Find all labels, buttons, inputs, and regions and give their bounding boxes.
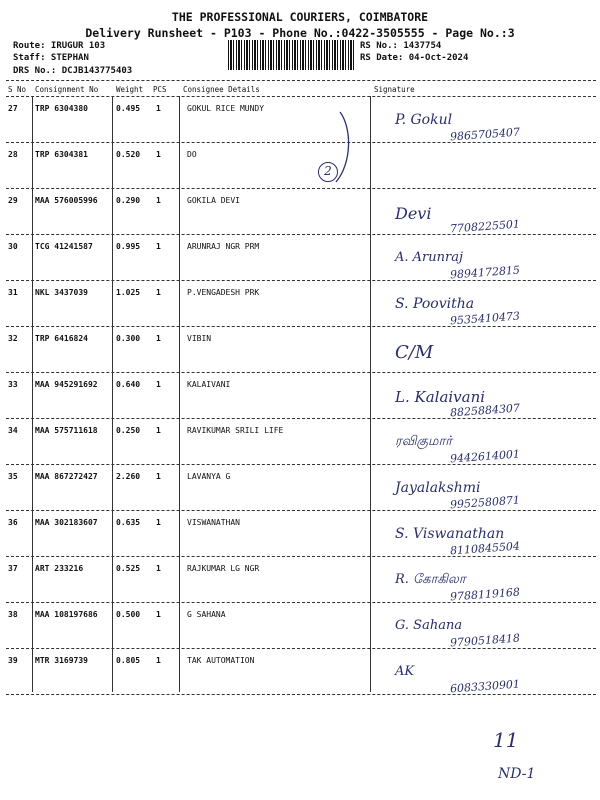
cell-consignee: RAJKUMAR LG NGR (187, 564, 260, 573)
cell-weight: 0.805 (116, 656, 141, 665)
row-separator (6, 510, 596, 511)
cell-pcs: 1 (156, 564, 161, 573)
row-separator (6, 556, 596, 557)
signature-phone: 9865705407 (449, 125, 521, 144)
row-separator (6, 602, 596, 603)
cell-weight: 0.635 (116, 518, 141, 527)
cell-pcs: 1 (156, 656, 161, 665)
cell-sno: 36 (8, 518, 18, 527)
route-label: Route: IRUGUR 103 (13, 41, 106, 51)
col-weight: Weight (116, 85, 144, 94)
cell-sno: 34 (8, 426, 18, 435)
cell-weight: 1.025 (116, 288, 141, 297)
cell-consignee: LAVANYA G (187, 472, 231, 481)
cell-weight: 0.495 (116, 104, 141, 113)
cell-weight: 0.640 (116, 380, 141, 389)
header-top-rule (6, 80, 596, 81)
signature-phone: 8110845504 (449, 539, 521, 558)
signature-handwriting: P. Gokul (395, 112, 453, 128)
cell-sno: 35 (8, 472, 18, 481)
row-separator (6, 418, 596, 419)
rs-date: RS Date: 04-Oct-2024 (360, 53, 469, 63)
cell-consignee: G SAHANA (187, 610, 226, 619)
signature-phone: 8825884307 (449, 401, 521, 420)
cell-weight: 0.525 (116, 564, 141, 573)
signature-phone: 9535410473 (449, 309, 521, 328)
signature-phone: 9788119168 (449, 585, 521, 604)
cell-cons: MAA 576005996 (35, 196, 98, 205)
cell-cons: MAA 945291692 (35, 380, 98, 389)
row-separator (6, 372, 596, 373)
signature-handwriting: ரவிகுமார் (395, 434, 453, 449)
row-separator (6, 234, 596, 235)
row-separator (6, 142, 596, 143)
col-signature: Signature (374, 85, 415, 94)
cell-cons: MAA 867272427 (35, 472, 98, 481)
cell-pcs: 1 (156, 380, 161, 389)
signature-handwriting: S. Viswanathan (395, 526, 505, 542)
cell-cons: NKL 3437039 (35, 288, 88, 297)
col-consignee: Consignee Details (183, 85, 260, 94)
handwritten-note: ND-1 (498, 766, 536, 782)
row-separator (6, 648, 596, 649)
cell-weight: 0.995 (116, 242, 141, 251)
cell-pcs: 1 (156, 426, 161, 435)
cell-sno: 39 (8, 656, 18, 665)
cell-weight: 0.290 (116, 196, 141, 205)
tally-mark: 11 (493, 728, 519, 752)
cell-pcs: 1 (156, 196, 161, 205)
cell-cons: TCG 41241587 (35, 242, 93, 251)
cell-weight: 0.500 (116, 610, 141, 619)
cell-consignee: GOKILA DEVI (187, 196, 240, 205)
runsheet-subtitle: Delivery Runsheet - P103 - Phone No.:0422-3505555 - Page No.:3 (85, 26, 515, 40)
signature-phone: 9790518418 (449, 631, 521, 650)
circle-mark-number: 2 (324, 164, 332, 178)
signature-phone: 6083330901 (449, 677, 521, 696)
cell-cons: TRP 6304381 (35, 150, 88, 159)
signature-handwriting: L. Kalaivani (395, 388, 486, 406)
cell-consignee: TAK AUTOMATION (187, 656, 255, 665)
signature-phone: 9442614001 (449, 447, 521, 466)
cell-weight: 2.260 (116, 472, 141, 481)
cell-weight: 0.250 (116, 426, 141, 435)
cell-sno: 31 (8, 288, 18, 297)
signature-handwriting: Devi (395, 204, 432, 223)
col-consignment: Consignment No (35, 85, 99, 94)
signature-phone: 7708225501 (449, 217, 521, 236)
signature-handwriting: Jayalakshmi (395, 480, 481, 496)
cell-consignee: P.VENGADESH PRK (187, 288, 260, 297)
cell-cons: MTR 3169739 (35, 656, 88, 665)
staff-label: Staff: STEPHAN (13, 53, 89, 63)
cell-weight: 0.300 (116, 334, 141, 343)
signature-phone: 9894172815 (449, 263, 521, 282)
cell-sno: 37 (8, 564, 18, 573)
cell-consignee: VIBIN (187, 334, 212, 343)
row-separator (6, 694, 596, 695)
cell-pcs: 1 (156, 334, 161, 343)
signature-handwriting: C/M (395, 342, 434, 363)
cell-sno: 30 (8, 242, 18, 251)
cell-consignee: VISWANATHAN (187, 518, 240, 527)
cell-consignee: KALAIVANI (187, 380, 231, 389)
cell-consignee: DO (187, 150, 197, 159)
row-separator (6, 280, 596, 281)
cell-sno: 28 (8, 150, 18, 159)
cell-pcs: 1 (156, 472, 161, 481)
cell-consignee: GOKUL RICE MUNDY (187, 104, 265, 113)
barcode (228, 40, 354, 70)
cell-sno: 32 (8, 334, 18, 343)
col-pcs: PCS (153, 85, 167, 94)
cell-consignee: RAVIKUMAR SRILI LIFE (187, 426, 284, 435)
cell-weight: 0.520 (116, 150, 141, 159)
row-separator (6, 326, 596, 327)
rs-number: RS No.: 1437754 (360, 41, 442, 51)
row-separator (6, 188, 596, 189)
signature-phone: 9952580871 (449, 493, 521, 512)
drs-label: DRS No.: DCJB143775403 (13, 66, 133, 76)
cell-pcs: 1 (156, 242, 161, 251)
signature-handwriting: AK (395, 664, 415, 679)
cell-pcs: 1 (156, 104, 161, 113)
cell-sno: 38 (8, 610, 18, 619)
cell-pcs: 1 (156, 518, 161, 527)
cell-cons: ART 233216 (35, 564, 84, 573)
cell-sno: 29 (8, 196, 18, 205)
cell-sno: 27 (8, 104, 18, 113)
row-separator (6, 464, 596, 465)
cell-pcs: 1 (156, 150, 161, 159)
cell-cons: MAA 302183607 (35, 518, 98, 527)
cell-consignee: ARUNRAJ NGR PRM (187, 242, 260, 251)
cell-cons: MAA 575711618 (35, 426, 98, 435)
cell-cons: TRP 6416824 (35, 334, 88, 343)
col-sno: S No (8, 85, 27, 94)
page-title: THE PROFESSIONAL COURIERS, COIMBATORE (171, 10, 429, 24)
cell-pcs: 1 (156, 610, 161, 619)
signature-handwriting: A. Arunraj (395, 250, 463, 265)
cell-cons: MAA 108197686 (35, 610, 98, 619)
header-bottom-rule (6, 96, 596, 97)
signature-handwriting: G. Sahana (395, 618, 463, 633)
cell-sno: 33 (8, 380, 18, 389)
signature-handwriting: S. Poovitha (395, 296, 475, 312)
cell-cons: TRP 6304380 (35, 104, 88, 113)
cell-pcs: 1 (156, 288, 161, 297)
signature-handwriting: R. கோகிலா (395, 572, 466, 587)
